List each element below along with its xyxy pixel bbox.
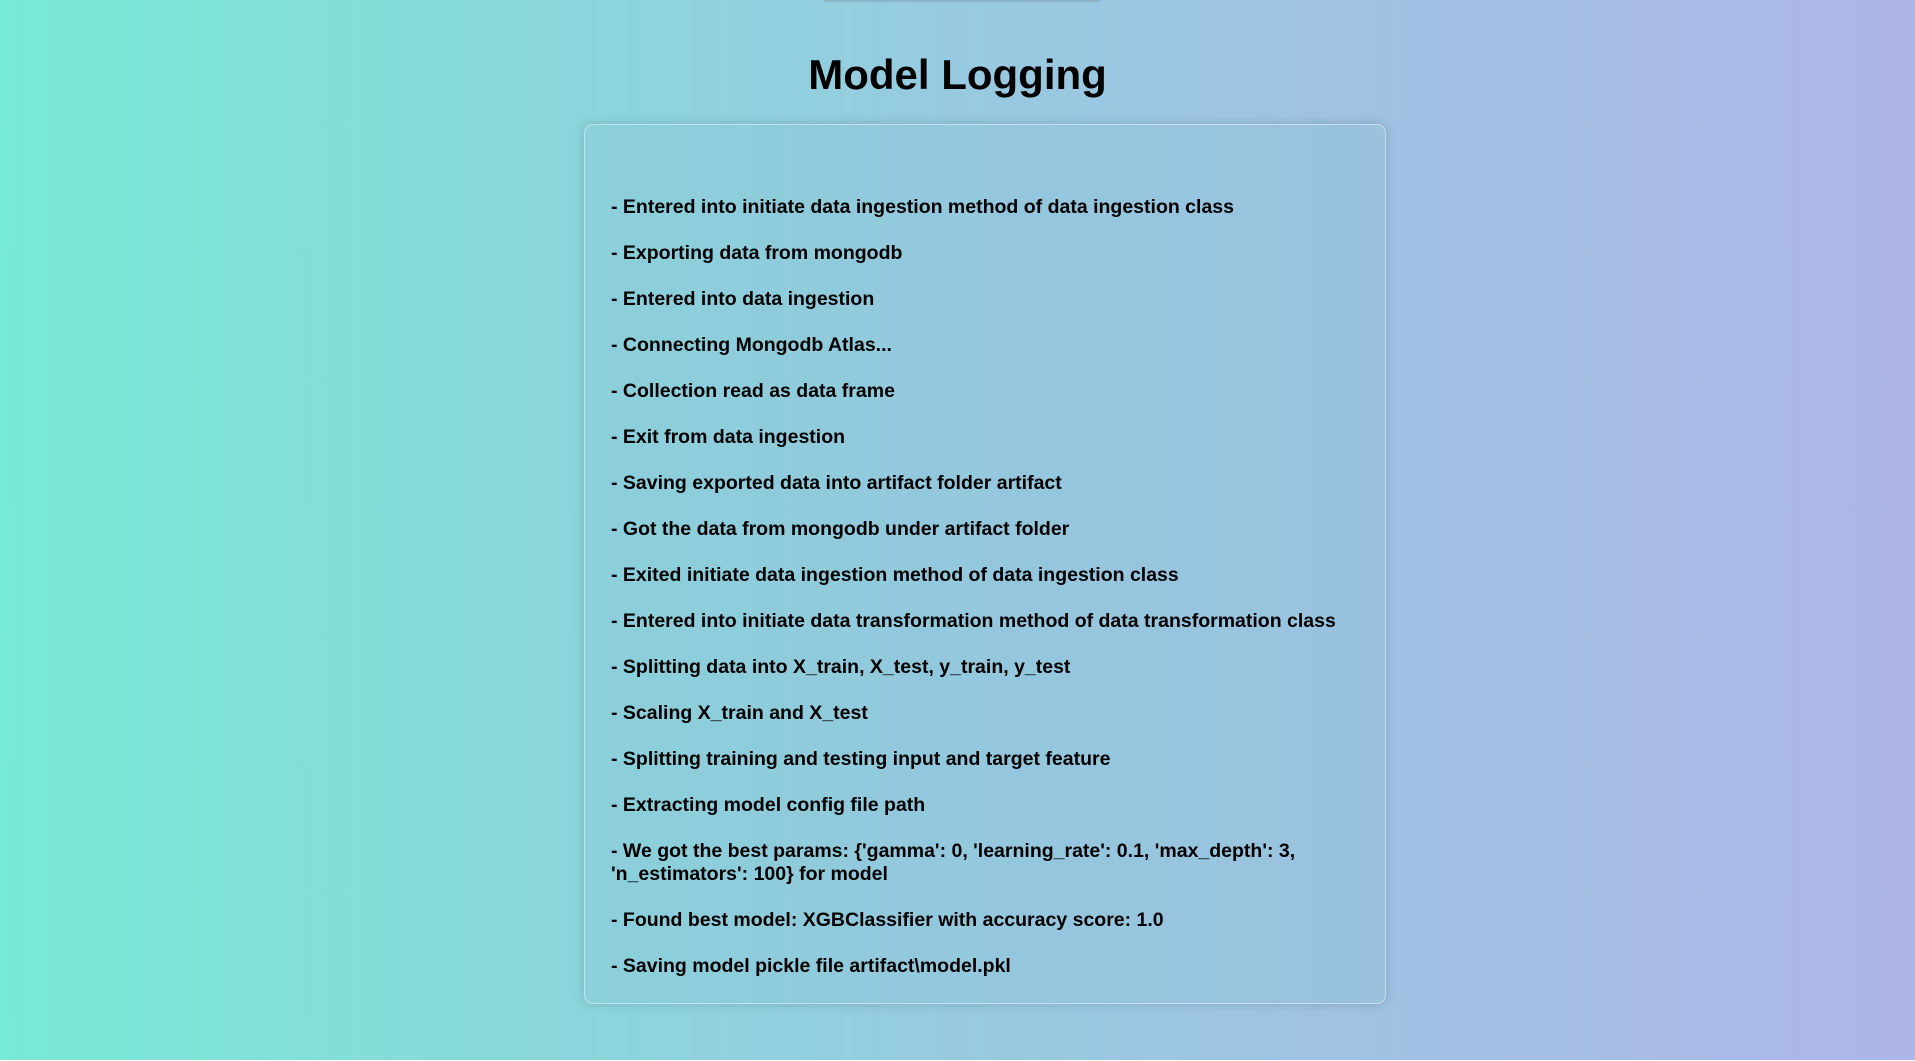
- log-entry: - Found best model: XGBClassifier with accuracy score: 1.0: [611, 909, 1164, 931]
- log-entry: - Scaling X_train and X_test: [611, 702, 868, 724]
- log-entry: - Saving exported data into artifact folder artifact: [611, 472, 1062, 494]
- log-list: [611, 196, 1371, 1001]
- top-tab-indicator: [824, 0, 1100, 2]
- log-entry: - Entered into initiate data transformation method of data transformation class: [611, 610, 1336, 632]
- log-entry: - Saving model pickle file artifact\model.pkl: [611, 955, 1011, 977]
- log-entry: - Extracting model config file path: [611, 794, 926, 816]
- log-entry: - Splitting data into X_train, X_test, y_train, y_test: [611, 656, 1071, 678]
- log-entry: - Splitting training and testing input and target feature: [611, 748, 1111, 770]
- log-entry: - Got the data from mongodb under artifact folder: [611, 518, 1070, 540]
- page-title: Model Logging: [808, 51, 1107, 98]
- log-entry: - Entered into initiate data ingestion method of data ingestion class: [611, 196, 1234, 218]
- log-entry: - Collection read as data frame: [611, 380, 895, 402]
- log-entry: - Exited initiate data ingestion method of data ingestion class: [611, 564, 1179, 586]
- log-panel: [584, 124, 1386, 1004]
- log-entry: - We got the best params: {'gamma': 0, 'learning_rate': 0.1, 'max_depth': 3, 'n_estimators': 100} for model: [611, 840, 1296, 885]
- log-entry: - Connecting Mongodb Atlas...: [611, 334, 892, 356]
- log-entry: - Exit from data ingestion: [611, 426, 846, 448]
- log-entry: - Entered into data ingestion: [611, 288, 875, 310]
- log-entry: - Exporting data from mongodb: [611, 242, 903, 264]
